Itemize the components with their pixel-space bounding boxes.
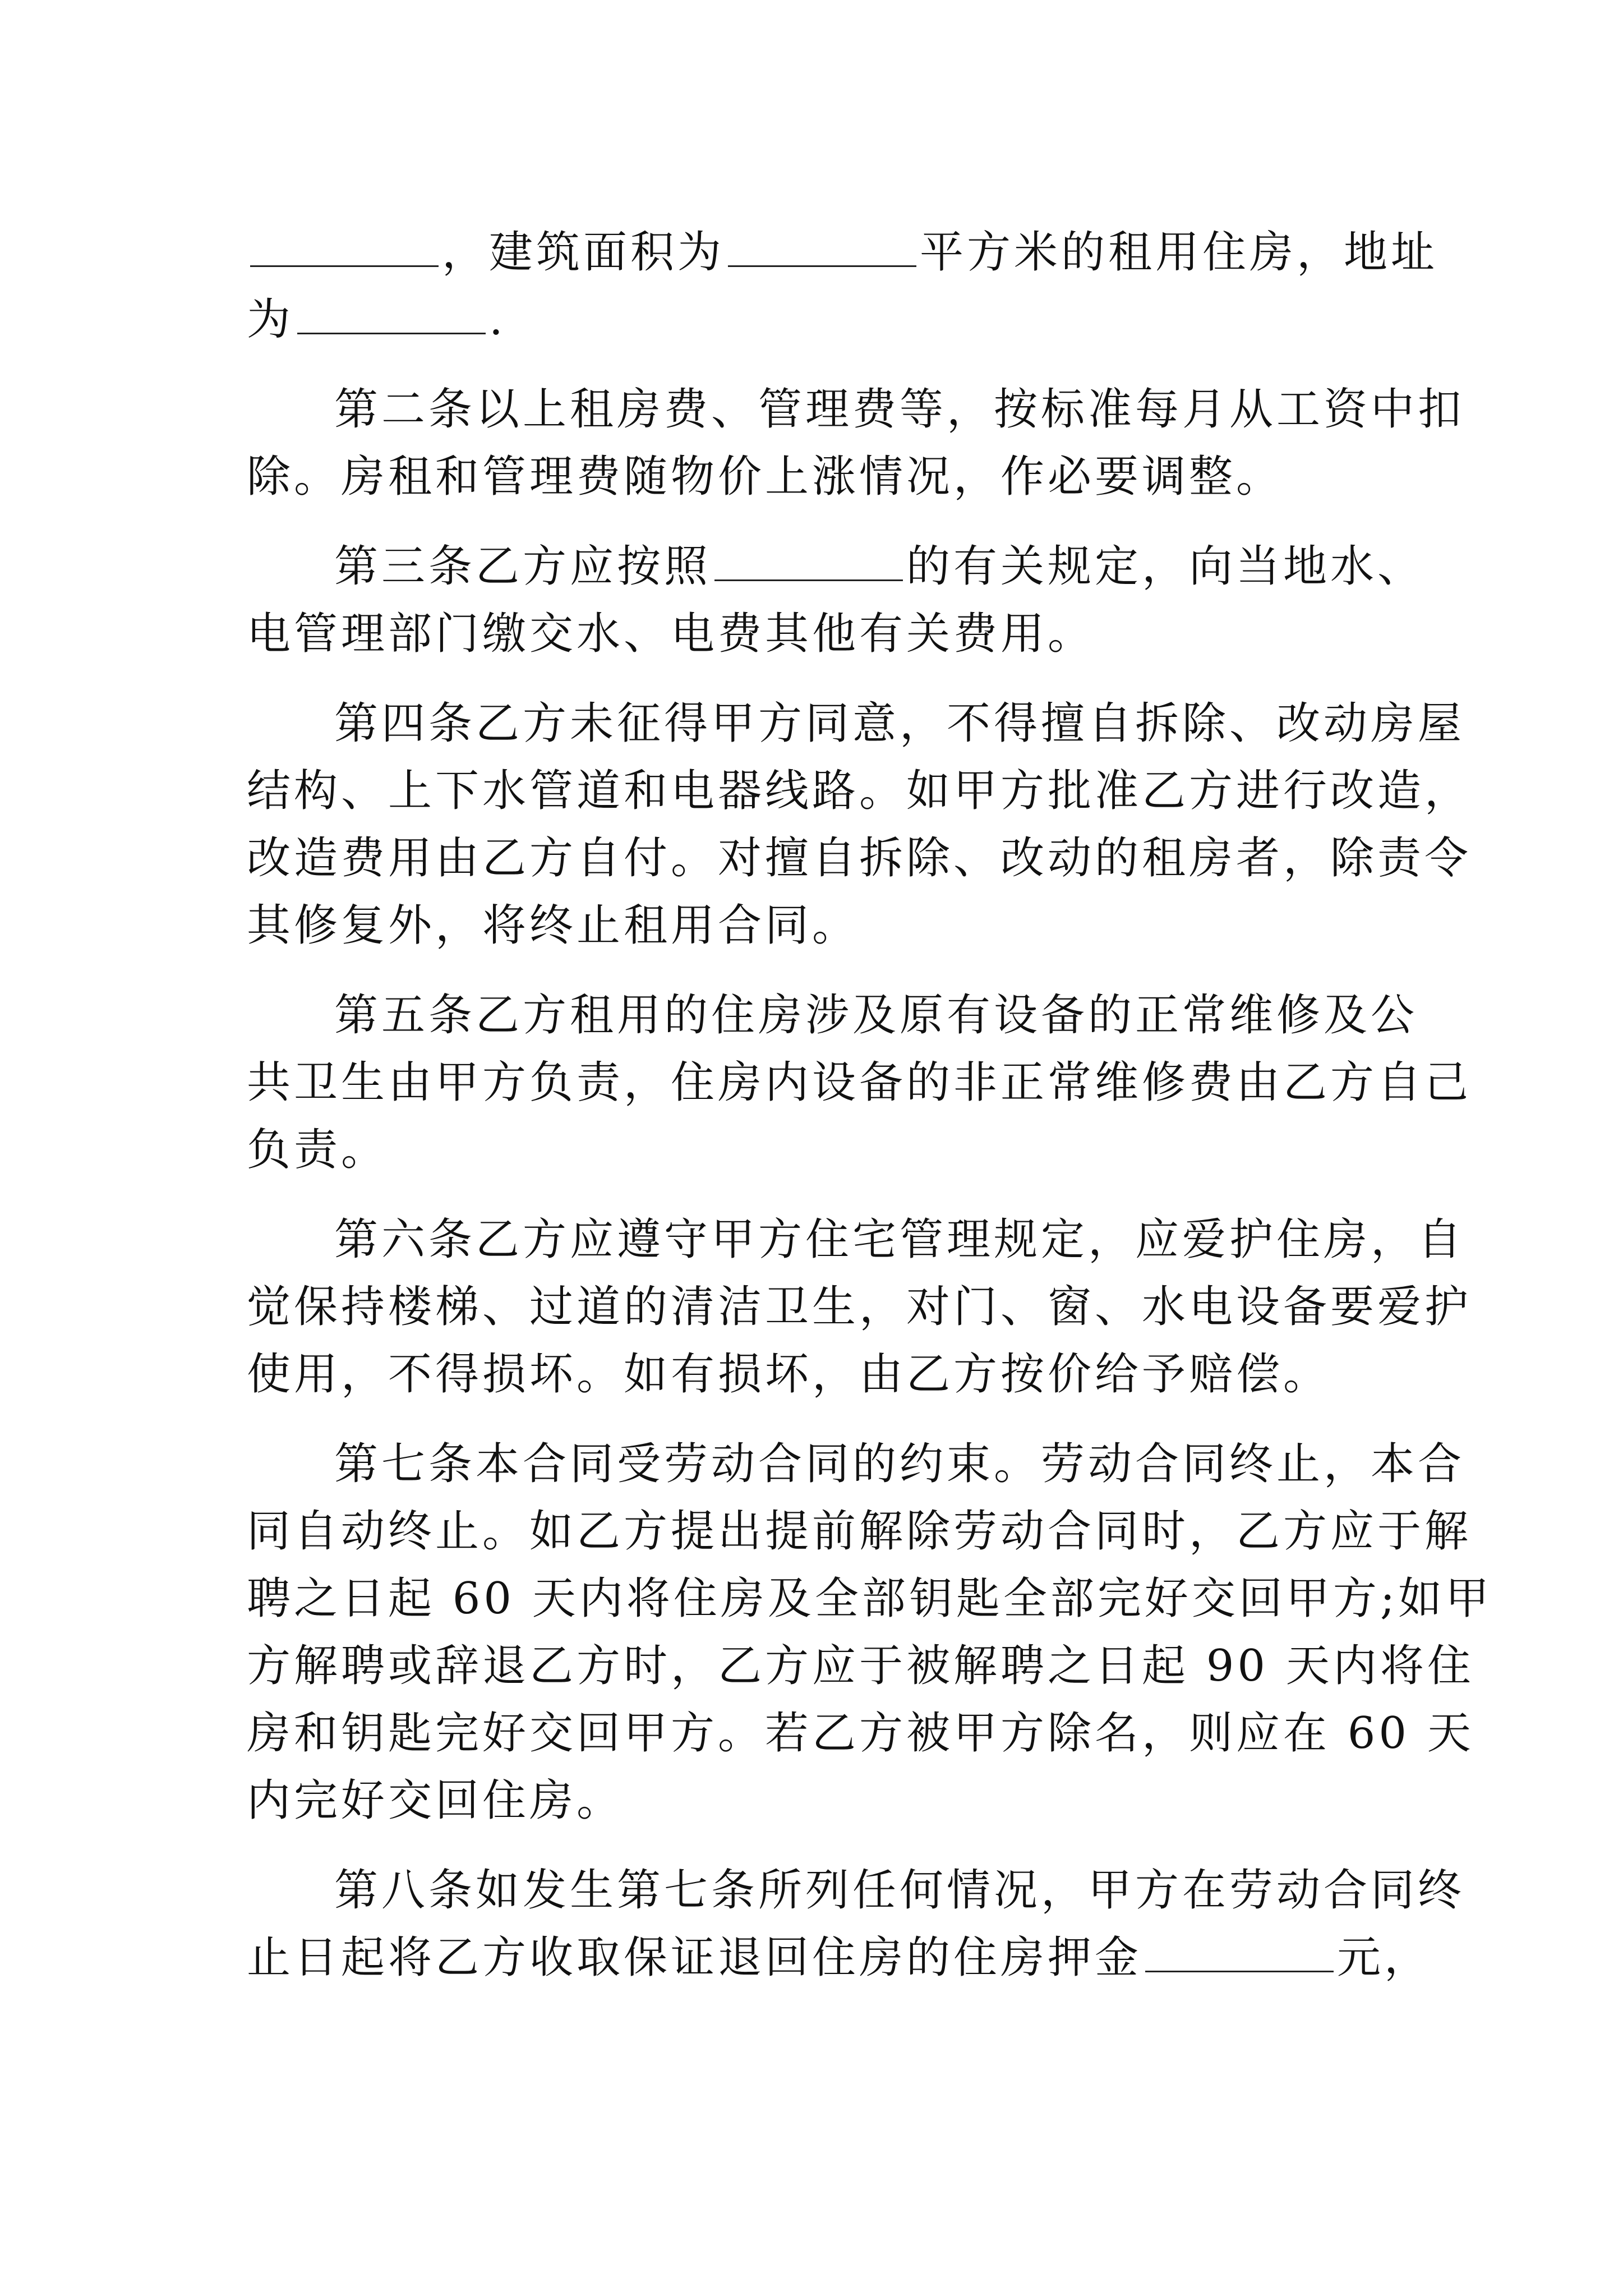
paragraph-article-6-line-3: 使用，不得损坏。如有损坏，由乙方按价给予赔偿。 (247, 1349, 1331, 1400)
paragraph-article-4-line-3: 改造费用由乙方自付。对擅自拆除、改动的租房者，除责令 (247, 833, 1472, 884)
paragraph-article-5-line-2: 共卫生由甲方负责，住房内设备的非正常维修费由乙方自己 (247, 1057, 1472, 1108)
text-line-1: ，建筑面积为 平方米的租用住房，地址 (247, 213, 1396, 292)
paragraph-article-8-line-2: 止日起将乙方收取保证退回住房的住房押金 元， (247, 1932, 1432, 1983)
paragraph-article-6-line-2: 觉保持楼梯、过道的清洁卫生，对门、窗、水电设备要爱护 (247, 1282, 1472, 1332)
paragraph-article-4-line-1: 第四条乙方未征得甲方同意，不得擅自拆除、改动房屋 (334, 698, 1465, 749)
fill-blank (250, 265, 439, 267)
fill-blank (297, 333, 486, 334)
paragraph-article-4-line-4: 其修复外，将终止租用合同。 (247, 900, 860, 951)
fill-blank (1145, 1971, 1334, 1972)
text-line-2: 为 . (247, 295, 506, 345)
paragraph-article-3-line-2: 电管理部门缴交水、电费其他有关费用。 (247, 609, 1095, 659)
paragraph-article-2-line-1: 第二条以上租房费、管理费等，按标准每月从工资中扣 (334, 384, 1465, 435)
paragraph-article-3-line-1: 第三条乙方应按照 的有关规定，向当地水、 (334, 541, 1425, 592)
paragraph-article-7-line-2: 同自动终止。如乙方提出提前解除劳动合同时，乙方应于解 (247, 1506, 1472, 1557)
paragraph-article-5-line-1: 第五条乙方租用的住房涉及原有设备的正常维修及公 (334, 990, 1418, 1041)
fill-blank (728, 265, 916, 267)
paragraph-article-5-line-3: 负责。 (247, 1125, 389, 1175)
paragraph-article-2-line-2: 除。房租和管理费随物价上涨情况，作必要调整。 (247, 452, 1284, 502)
paragraph-article-8-line-1: 第八条如发生第七条所列任何情况，甲方在劳动合同终 (334, 1865, 1465, 1916)
paragraph-article-7-line-6: 内完好交回住房。 (247, 1775, 624, 1826)
paragraph-article-7-line-1: 第七条本合同受劳动合同的约束。劳动合同终止，本合 (334, 1439, 1465, 1489)
paragraph-article-4-line-2: 结构、上下水管道和电器线路。如甲方批准乙方进行改造， (247, 766, 1472, 816)
paragraph-article-7-line-4: 方解聘或辞退乙方时，乙方应于被解聘之日起 90 天内将住 (247, 1641, 1474, 1691)
paragraph-article-6-line-1: 第六条乙方应遵守甲方住宅管理规定，应爱护住房，自 (334, 1214, 1465, 1265)
fill-blank (714, 579, 903, 581)
paragraph-article-7-line-5: 房和钥匙完好交回甲方。若乙方被甲方除名，则应在 60 天 (247, 1708, 1474, 1759)
paragraph-article-7-line-3: 聘之日起 60 天内将住房及全部钥匙全部完好交回甲方;如甲 (247, 1573, 1493, 1624)
